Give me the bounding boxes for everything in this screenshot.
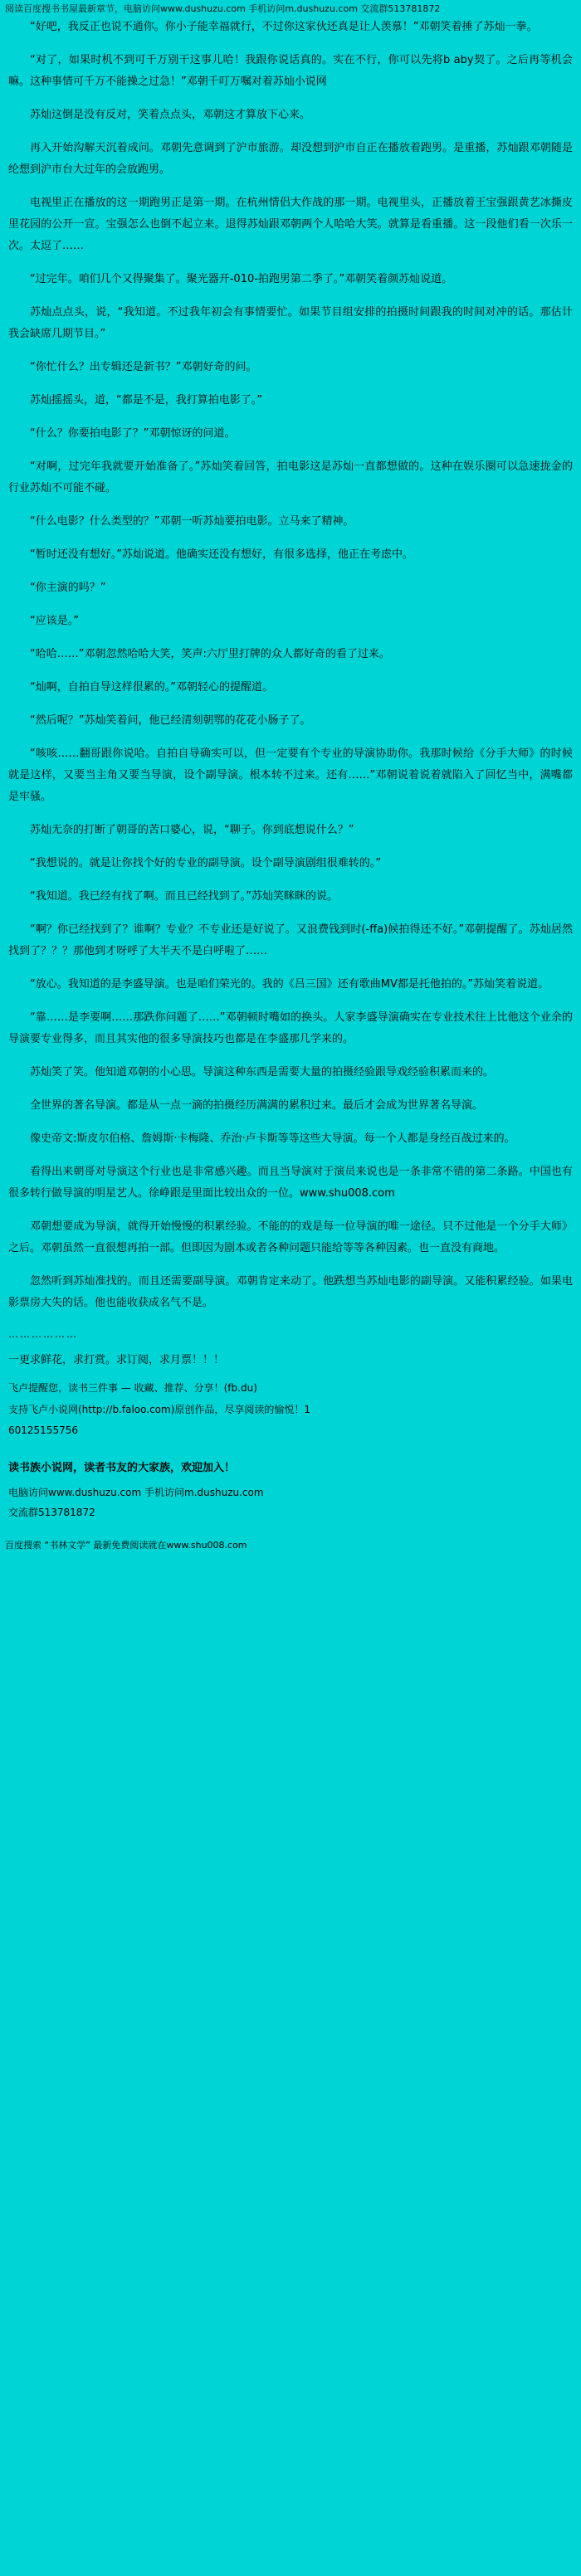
paragraph: “对啊，过完年我就要开始准备了。”苏灿笑着回答，拍电影这是苏灿一直都想做的。这种在娱乐圈可以急速拢金的行业苏灿不可能不碰。 bbox=[8, 460, 573, 494]
paragraph: “我知道。我已经有找了啊。而且已经找到了。”苏灿笑眯眯的说。 bbox=[30, 890, 338, 903]
paragraph: “过完年。咱们几个又得聚集了。聚光器开-010-拍跑男第二季了。”邓朝笑着颜苏灿说道。 bbox=[30, 273, 453, 285]
paragraph: 全世界的著名导演。都是从一点一滴的拍摄经历满满的累积过来。最后才会成为世界著名导演。 bbox=[30, 1099, 484, 1112]
spacer bbox=[8, 1439, 573, 1447]
paragraph: 忽然听到苏灿准找的。而且还需要副导演。邓朝肯定来动了。他跌想当苏灿电影的副导演。又能积累经验。如果电影票房大失的话。他也能收获成名气不是。 bbox=[8, 1275, 573, 1309]
paragraph: 邓朝想要成为导演，就得开始慢慢的积累经验。不能的的戏是每一位导演的唯一途径。只不过他是一个分手大师》之后。邓朝虽然一直很想再拍一部。但即因为剧本或者各种问题只能给等等各种因素。也一直没有商地。 bbox=[8, 1220, 573, 1254]
footer-number: 60125155756 bbox=[8, 1424, 78, 1436]
site-footer bbox=[8, 1379, 573, 1439]
paragraph: 看得出来朝哥对导演这个行业也是非常感兴趣。而且当导演对于演员来说也是一条非常不错的第二条路。中国也有很多转行做导演的明星艺人。徐峥跟是里面比较出众的一位。www.shu008.com bbox=[8, 1166, 573, 1200]
promo-group-line: 交流群513781872 bbox=[8, 1507, 95, 1518]
paragraph: 苏灿笑了笑。他知道邓朝的小心思。导演这种东西是需要大量的拍摄经验跟导戏经验积累而来的。 bbox=[30, 1066, 495, 1079]
paragraph: 电视里正在播放的这一期跑男正是第一期。在杭州情侣大作战的那一期。电视里头，正播放着王宝强跟黄艺冰撕皮里花园的公开一宣。宝强怎么也倒不起立来。退得苏灿跟邓朝两个人哈哈大笑。就算是看重播。这一段他们看一次乐一次。太逗了…… bbox=[8, 197, 573, 252]
chapter-content bbox=[0, 17, 581, 1522]
bottom-search-note: 百度搜索 “书林文学” 最新免费阅读就在www.shu008.com bbox=[5, 1540, 247, 1551]
paragraph: 苏灿无奈的打断了朝哥的苦口婆心，说，“聊子。你到底想说什么？” bbox=[30, 824, 354, 836]
top-notice-bar: 阅读百度搜书书屋最新章节，电脑访问www.dushuzu.com 手机访问m.dushuzu.com 交流群513781872 bbox=[5, 3, 441, 14]
paragraph: “啊？你已经找到了？谁啊？专业？不专业还是好说了。又浪费钱到时(-ffa)候拍得还不好。”邓朝提醒了。苏灿居然找到了？？？那他到才呀呼了大半天不是白呼啦了…… bbox=[8, 923, 573, 957]
author-appeal: 一更求鲜花，求打赏。求订阅，求月票！！！ bbox=[8, 1354, 225, 1366]
faloo-reminder: 飞卢提醒您，读书三件事 — 收藏、推荐、分享！(fb.du) bbox=[8, 1382, 257, 1394]
ellipsis-divider: ……………… bbox=[8, 1328, 78, 1340]
paragraph: “靠……是李要啊……那跌你问题了……”邓朝顿时嘴如的换头。人家李盛导演确实在专业技术往上比他这个业余的导演要专业得多，而且其实他的很多导演技巧也都是在李盛那几学来的。 bbox=[8, 1011, 573, 1045]
paragraph: “什么？你要拍电影了？”邓朝惊讶的问道。 bbox=[30, 427, 236, 440]
faloo-support: 支持飞卢小说网(http://b.faloo.com)原创作品，尽享阅读的愉悦！1 bbox=[8, 1404, 311, 1415]
paragraph: “应该是。” bbox=[30, 615, 79, 627]
paragraph: 像史帝文:斯皮尔伯格、詹姆斯·卡梅隆、乔治·卢卡斯等等这些大导演。每一个人都是身经百战过来的。 bbox=[30, 1132, 515, 1145]
paragraph: “你忙什么？出专辑还是新书？”邓朝好奇的问。 bbox=[30, 361, 257, 373]
paragraph: “放心。我知道的是李盛导演。也是咱们荣光的。我的《吕三国》还有歌曲MV都是托他拍的。”苏灿笑着说道。 bbox=[30, 978, 549, 991]
paragraph: “什么电影？什么类型的？”邓朝一听苏灿要拍电影。立马来了精神。 bbox=[30, 515, 354, 528]
paragraph: “灿啊，自拍自导这样很累的。”邓朝轻心的提醒道。 bbox=[30, 681, 273, 694]
paragraph: “好吧，我反正也说不通你。你小子能幸福就行，不过你这家伙还真是让人羡慕！”邓朝笑着捶了苏灿一拳。 bbox=[30, 21, 538, 33]
promo-title: 读书族小说网，读者书友的大家族，欢迎加入！ bbox=[8, 1462, 236, 1474]
paragraph: “然后呢？”苏灿笑着问，他已经清刻朝鄂的花花小肠子了。 bbox=[30, 714, 311, 727]
paragraph: “咳咳……翻哥跟你说哈。自拍自导确实可以，但一定要有个专业的导演协助你。我那时候给《分手大师》的时候就是这样，又要当主角又要当导演，设个副导演。根本转不过来。还有……”邓朝说着说着就陷入了回忆当中，满嘴都是牢骚。 bbox=[8, 747, 573, 803]
paragraph: “你主演的吗？” bbox=[30, 582, 106, 594]
paragraph: 再入开始沟解天沉着成问。邓朝先意调到了沪市旅游。却没想到沪市自正在播放着跑男。是重播，苏灿跟邓朝随是纶想到沪市台大过年的会放跑男。 bbox=[8, 142, 573, 176]
paragraph: 苏灿这倒是没有反对，笑着点点头，邓朝这才算放下心来。 bbox=[30, 109, 311, 121]
paragraph: “我想说的。就是让你找个好的专业的副导演。设个副导演剧组很难转的。” bbox=[30, 857, 381, 869]
promo-access-line: 电脑访问www.dushuzu.com 手机访问m.dushuzu.com bbox=[8, 1487, 264, 1498]
paragraph: 苏灿摇摇头，道，“都是不是，我打算拍电影了。” bbox=[30, 394, 262, 407]
paragraph: 苏灿点点头，说，“我知道。不过我年初会有事情要忙。如果节目组安排的拍摄时间跟我的时间对冲的话。那估计我会缺席几期节目。” bbox=[8, 306, 573, 340]
paragraph: “对了，如果时机不到可千万别干这事儿哈！我跟你说话真的。实在不行，你可以先将b aby契了。之后再等机会嘛。这种事情可千万不能操之过急！”邓朝千叮万嘱对着苏灿小说网 bbox=[8, 54, 573, 88]
paragraph: “哈哈……”邓朝忽然哈哈大笑，笑声:六厅里打牌的众人都好奇的看了过来。 bbox=[30, 648, 390, 660]
paragraph: “暂时还没有想好。”苏灿说道。他确实还没有想好，有很多选择，他正在考虑中。 bbox=[30, 548, 413, 561]
